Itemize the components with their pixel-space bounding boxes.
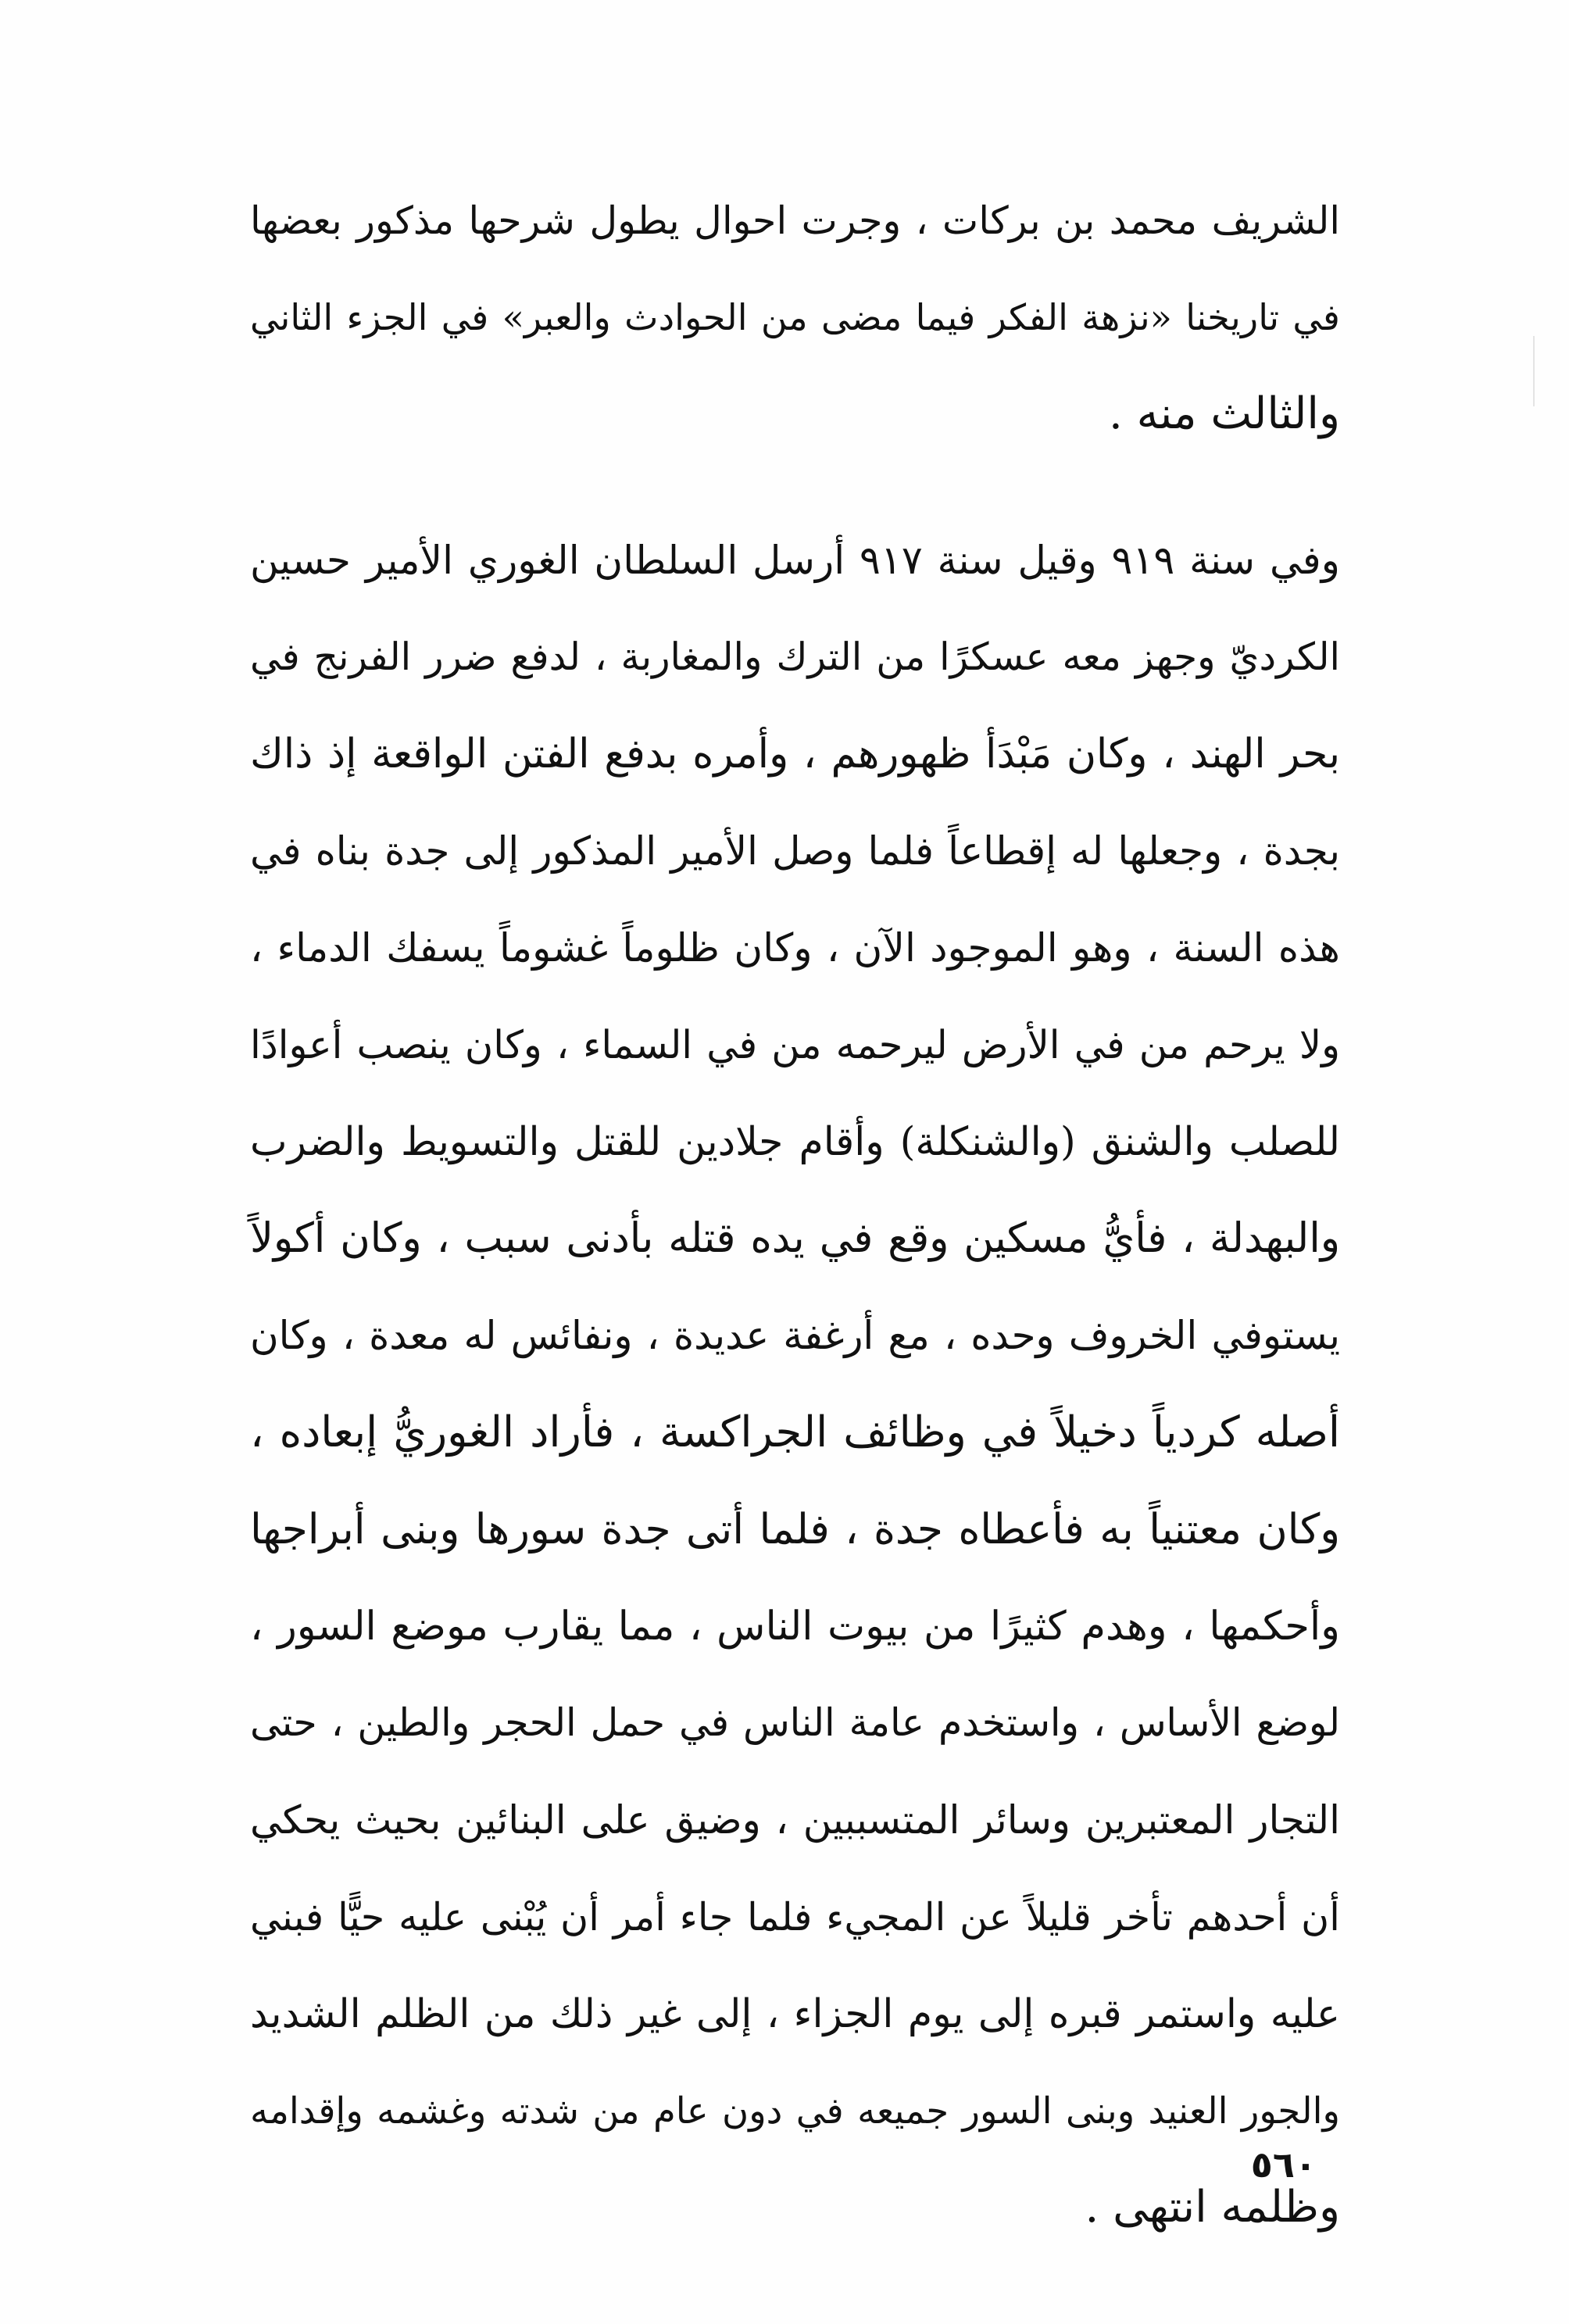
- text-line: في تاريخنا «نزهة الفكر فيما مضى من الحوادث والعبر» في الجزء الثاني: [250, 296, 1340, 338]
- text-line: وأحكمها ، وهدم كثيرًا من بيوت الناس ، مما يقارب موضع السور ،: [250, 1603, 1340, 1650]
- text-line: أن أحدهم تأخر قليلاً عن المجيء فلما جاء أمر أن يُبْنى عليه حيًّا فبني: [250, 1894, 1340, 1940]
- text-line: وفي سنة ٩١٩ وقيل سنة ٩١٧ أرسل السلطان الغوري الأمير حسين: [250, 537, 1340, 583]
- text-line: بحر الهند ، وكان مَبْدَأ ظهورهم ، وأمره بدفع الفتن الواقعة إذ ذاك: [250, 731, 1340, 778]
- page-number: ٥٦٠: [1250, 2143, 1317, 2186]
- text-line: والثالث منه .: [1109, 388, 1340, 439]
- text-line: للصلب والشنق (والشنكلة) وأقام جلادين للقتل والتسويط والضرب: [250, 1118, 1340, 1164]
- text-line: التجار المعتبرين وسائر المتسببين ، وضيق على البنائين بحيث يحكي: [250, 1797, 1340, 1843]
- text-line: والجور العنيد وبنى السور جميعه في دون عام من شدته وغشمه وإقدامه: [250, 2090, 1340, 2132]
- text-line: وكان معتنياً به فأعطاه جدة ، فلما أتى جدة سورها وبنى أبراجها: [250, 1505, 1340, 1554]
- paragraph-2: [250, 512, 1340, 2256]
- text-line: يستوفي الخروف وحده ، مع أرغفة عديدة ، ونفائس له معدة ، وكان: [250, 1313, 1340, 1358]
- text-line: وظلمه انتهى .: [1085, 2182, 1340, 2233]
- text-line: الشريف محمد بن بركات ، وجرت احوال يطول شرحها مذكور بعضها: [250, 198, 1340, 243]
- text-line: الكرديّ وجهز معه عسكرًا من الترك والمغاربة ، لدفع ضرر الفرنج في: [250, 635, 1340, 679]
- text-line: هذه السنة ، وهو الموجود الآن ، وكان ظلوماً غشوماً يسفك الدماء ،: [250, 924, 1340, 971]
- paragraph-1: [250, 172, 1340, 463]
- text-line: عليه واستمر قبره إلى يوم الجزاء ، إلى غير ذلك من الظلم الشديد: [250, 1990, 1340, 2036]
- text-line: لوضع الأساس ، واستخدم عامة الناس في حمل الحجر والطين ، حتى: [250, 1700, 1340, 1745]
- text-line: بجدة ، وجعلها له إقطاعاً فلما وصل الأمير المذكور إلى جدة بناه في: [250, 828, 1340, 874]
- scan-mark: [1533, 336, 1535, 406]
- text-line: والبهدلة ، فأيُّ مسكين وقع في يده قتله بأدنى سبب ، وكان أكولاً: [250, 1214, 1340, 1262]
- text-line: ولا يرحم من في الأرض ليرحمه من في السماء ، وكان ينصب أعوادًا: [250, 1022, 1340, 1067]
- text-line: أصله كردياً دخيلاً في وظائف الجراكسة ، فأراد الغوريُّ إبعاده ،: [250, 1407, 1340, 1457]
